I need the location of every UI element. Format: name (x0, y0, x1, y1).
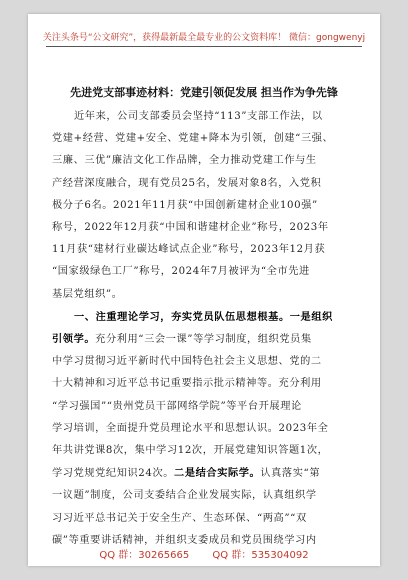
document-page (28, 14, 380, 566)
paragraph-line: 十大精神和习近平总书记重要指示批示精神等。充分利用 (52, 378, 322, 390)
paragraph-line: 称号，2022年12月获“中国和谐建材企业”称号，2023年 (52, 222, 329, 234)
paragraph-line: 中学习贯彻习近平新时代中国特色社会主义思想、党的二 (52, 356, 322, 368)
promo-header: 关注头条号“公文研究”，获得最新最全最专业的公文资料库！ 微信：gongwenyj (42, 33, 366, 43)
paragraph-line: 年共讲党课8次，集中学习12次，开展党建知识答题1次， (52, 445, 329, 457)
paragraph-line: 极分子6名。2021年11月获“中国创新建材企业100强” (52, 199, 318, 211)
paragraph-line: 学习培训，全面提升党员理论水平和思想认识。2023年全 (52, 422, 329, 434)
subsection-heading: 二是结合实际学。 (174, 467, 261, 480)
paragraph-line: “国家级绿色工厂”称号，2024年7月被评为“全市先进 (52, 266, 310, 278)
qq-group-2: QQ 群：535304092 (212, 550, 309, 561)
paragraph-text: 认真落实“第 (260, 468, 321, 480)
paragraph-line (52, 328, 358, 351)
section-heading: 一、注重理论学习，夯实党员队伍思想根基。一是组织 (74, 310, 333, 323)
document-body (52, 106, 358, 552)
paragraph-line: 碳”等重要讲话精神，并组织支委成员和党员围绕学习内 (52, 534, 317, 546)
paragraph-line: 11月获“建材行业碳达峰试点企业”称号，2023年12月获 (52, 244, 326, 256)
paragraph-line: 三廉、三优”廉洁文化工作品牌，全力推动党建工作与生 (52, 155, 317, 167)
header-divider (46, 46, 362, 47)
paragraph-line: 产经营深度融合，现有党员25名，发展对象8名，入党积 (52, 177, 322, 189)
qq-group-1: QQ 群：30265665 (99, 550, 190, 561)
paragraph-line: 一议题”制度，公司支委结合企业发展实际，认真组织学 (52, 490, 317, 502)
footer-contacts (28, 546, 380, 561)
paragraph-line: 党建+经营、党建+安全、党建+降本为引领，创建“三强、 (52, 133, 334, 145)
paragraph-line: 习习近平总书记关于安全生产、生态环保、“两高”“双 (52, 512, 307, 524)
paragraph-line: 基层党组织”。 (52, 288, 123, 300)
paragraph-text: 学习党规党纪知识24次。 (52, 468, 175, 480)
paragraph-line (52, 462, 358, 485)
paragraph-line: “学习强国”“贵州党员干部网络学院”等平台开展理论 (52, 400, 302, 412)
paragraph-line: 近年来，公司支部委员会坚持“113”支部工作法，以 (74, 111, 323, 122)
paragraph-text: 充分利用“三会一课”等学习制度，组织党员集 (95, 334, 312, 346)
document-title: 先进党支部事迹材料：党建引领促发展 担当作为争先锋 (70, 86, 338, 99)
section-heading-cont: 引领学。 (52, 333, 96, 346)
